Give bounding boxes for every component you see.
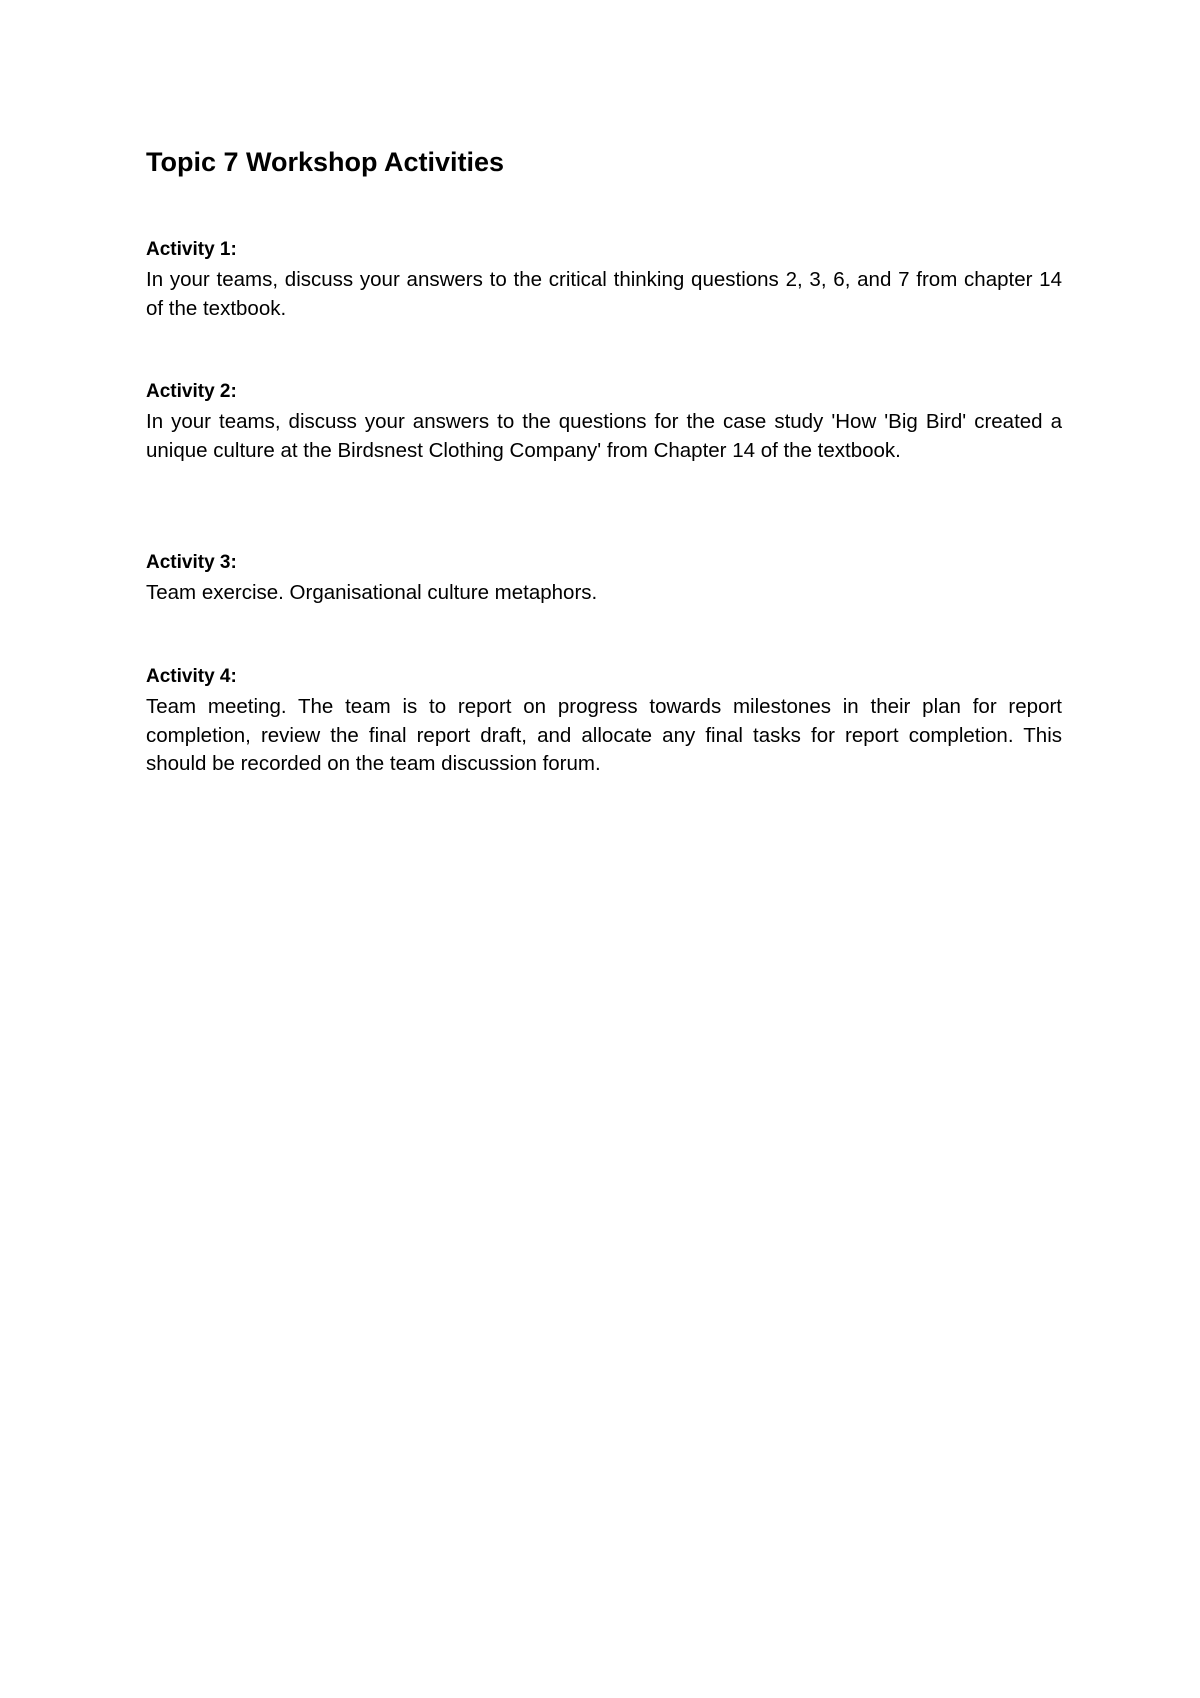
activity-3-heading: Activity 3: (146, 552, 237, 573)
activity-2-section (146, 380, 1062, 465)
activity-4-section (146, 665, 1062, 779)
activity-1-section (146, 238, 1062, 323)
activity-4-body: Team meeting. The team is to report on progress towards milestones in their plan for report completion, review the final report draft, and allocate any final tasks for report completion. This should be recorded on the team discussion forum. (146, 695, 1062, 775)
activity-3-body: Team exercise. Organisational culture metaphors. (146, 581, 598, 604)
activity-1-heading: Activity 1: (146, 239, 237, 260)
activity-1-body: In your teams, discuss your answers to the critical thinking questions 2, 3, 6, and 7 from chapter 14 of the textbook. (146, 268, 1062, 320)
activity-4-heading: Activity 4: (146, 666, 237, 687)
activity-2-heading: Activity 2: (146, 381, 237, 402)
activity-2-body: In your teams, discuss your answers to the questions for the case study 'How 'Big Bird' created a unique culture at the Birdsnest Clothing Company' from Chapter 14 of the textbook. (146, 410, 1062, 462)
document-title: Topic 7 Workshop Activities (146, 147, 505, 177)
activity-3-section (146, 551, 1062, 608)
